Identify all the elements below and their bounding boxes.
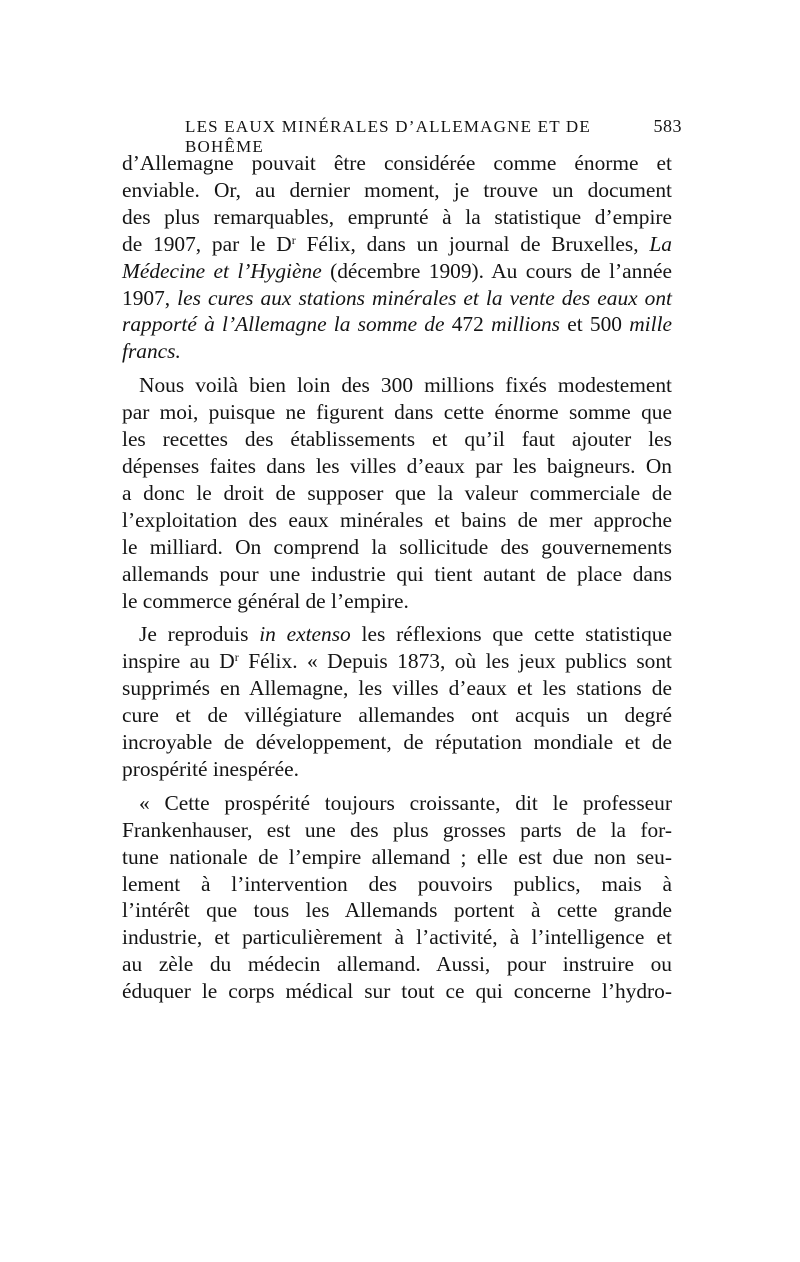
text-run: Félix. « Depuis 1873, où les jeux publics sont: [238, 649, 672, 674]
paragraph: [122, 790, 672, 1005]
text-run: 1907,: [122, 285, 178, 310]
text-line: [122, 648, 672, 675]
text-line: [122, 675, 672, 702]
body-text: [122, 150, 672, 1005]
text-run: a donc le droit de supposer que la valeur commerciale de: [122, 480, 672, 505]
text-line: [122, 621, 672, 648]
text-run: Frankenhauser, est une des plus grosses parts de la for-: [122, 817, 672, 842]
text-line: [122, 534, 672, 561]
running-title: LES EAUX MINÉRALES D’ALLEMAGNE ET DE BOHÊME: [185, 117, 591, 156]
text-line: [122, 507, 672, 534]
text-run: supprimés en Allemagne, les villes d’eaux et les stations de: [122, 676, 672, 701]
text-line: [122, 951, 672, 978]
text-line: [122, 311, 672, 338]
text-run: Nous voilà bien loin des 300 millions fixés modestement: [139, 373, 672, 398]
text-run: cure et de villégiature allemandes ont acquis un degré: [122, 703, 672, 728]
text-line: [122, 338, 672, 365]
text-run: éduquer le corps médical sur tout ce qui concerne l’hydro-: [122, 979, 672, 1004]
paragraph: [122, 621, 672, 782]
text-line: [122, 817, 672, 844]
text-run: dépenses faites dans les villes d’eaux par les baigneurs. On: [122, 453, 672, 478]
text-run: enviable. Or, au dernier moment, je trouve un document: [122, 177, 672, 202]
text-run: le commerce général de l’empire.: [122, 588, 409, 613]
italic-run: in extenso: [259, 622, 351, 647]
paragraph: [122, 372, 672, 614]
text-run: de 1907, par le D: [122, 231, 292, 256]
text-run: inspire au D: [122, 649, 235, 674]
superscript: r: [291, 232, 296, 247]
text-run: industrie, et particulièrement à l’activité, à l’intelligence et: [122, 925, 672, 950]
italic-run: les cures aux stations minérales et la vente des eaux ont: [177, 285, 672, 310]
text-run: incroyable de développement, de réputation mondiale et de: [122, 730, 672, 755]
text-run: 472: [451, 312, 492, 337]
text-line: [122, 790, 672, 817]
text-line: [122, 426, 672, 453]
italic-run: millions: [491, 312, 560, 337]
text-run: prospérité inespérée.: [122, 756, 299, 781]
paragraph-gap: [122, 365, 672, 372]
paragraph-gap: [122, 783, 672, 790]
italic-run: Médecine et l’Hygiène: [122, 258, 322, 283]
text-line: [122, 399, 672, 426]
text-line: [122, 231, 672, 258]
text-line: [122, 897, 672, 924]
text-run: 500: [589, 312, 622, 337]
text-line: [122, 561, 672, 588]
text-run: Je reproduis: [139, 622, 260, 647]
italic-run: francs.: [122, 339, 181, 364]
text-run: le milliard. On comprend la sollicitude des gouvernements: [122, 534, 672, 559]
superscript: r: [234, 650, 239, 665]
text-line: [122, 871, 672, 898]
text-line: [122, 285, 672, 312]
text-line: [122, 844, 672, 871]
italic-run: mille: [622, 312, 673, 337]
text-run: lement à l’intervention des pouvoirs publics, mais à: [122, 871, 672, 896]
text-line: [122, 372, 672, 399]
text-run: d’Allemagne pouvait être considérée comme énorme et: [122, 151, 672, 175]
text-run: les recettes des établissements et qu’il faut ajouter les: [122, 427, 672, 452]
text-line: [122, 177, 672, 204]
text-line: [122, 924, 672, 951]
text-line: [122, 756, 672, 783]
text-line: [122, 588, 672, 615]
text-run: au zèle du médecin allemand. Aussi, pour instruire ou: [122, 952, 672, 977]
text-line: [122, 150, 672, 177]
text-run: et: [560, 312, 590, 337]
italic-run: rapporté à l’Allemagne la somme de: [122, 312, 452, 337]
text-run: l’exploitation des eaux minérales et bains de mer approche: [122, 507, 672, 532]
text-run: allemands pour une industrie qui tient autant de place dans: [122, 561, 672, 586]
text-line: [122, 258, 672, 285]
text-line: [122, 729, 672, 756]
text-line: [122, 204, 672, 231]
italic-run: La: [649, 231, 672, 256]
text-run: « Cette prospérité toujours croissante, dit le professeur: [139, 790, 672, 815]
paragraph: [122, 150, 672, 365]
text-run: l’intérêt que tous les Allemands portent à cette grande: [122, 898, 672, 923]
text-line: [122, 453, 672, 480]
text-run: par moi, puisque ne figurent dans cette énorme somme que: [122, 400, 672, 425]
text-line: [122, 978, 672, 1005]
text-run: des plus remarquables, emprunté à la statistique d’empire: [122, 204, 672, 229]
text-line: [122, 702, 672, 729]
page-number: 583: [653, 116, 682, 136]
text-run: (décembre 1909). Au cours de l’année: [321, 258, 673, 283]
text-run: tune nationale de l’empire allemand ; elle est due non seu-: [122, 844, 672, 869]
text-line: [122, 480, 672, 507]
text-run: Félix, dans un journal de Bruxelles,: [295, 231, 650, 256]
text-run: les réflexions que cette statistique: [350, 622, 672, 647]
paragraph-gap: [122, 614, 672, 621]
